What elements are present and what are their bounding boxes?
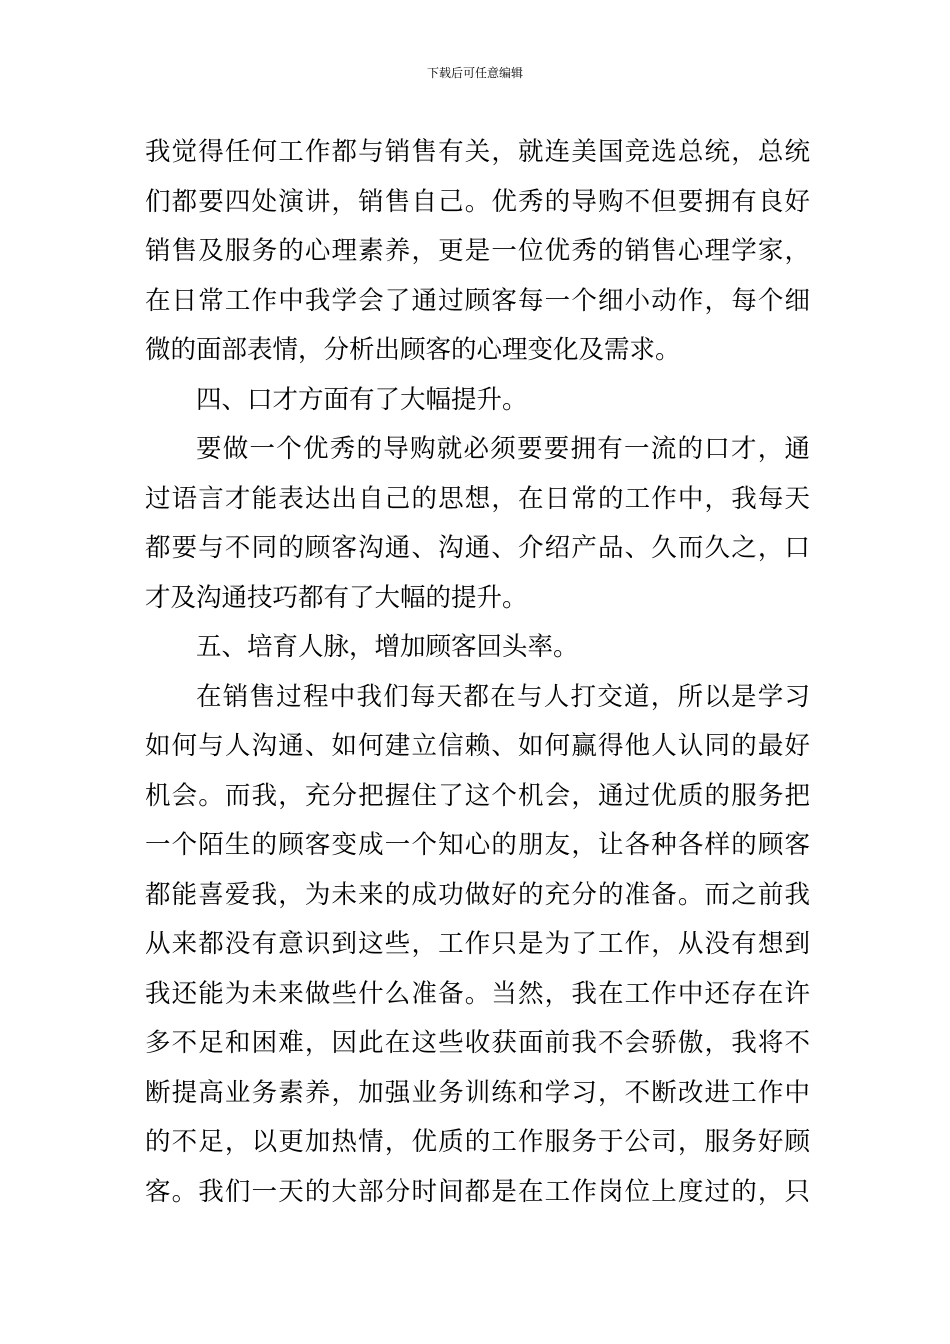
text-line: 在日常工作中我学会了通过顾客每一个细小动作，每个细 (145, 285, 810, 316)
text-line: 过语言才能表达出自己的思想，在日常的工作中，我每天 (145, 483, 810, 514)
text-line: 如何与人沟通、如何建立信赖、如何赢得他人认同的最好 (145, 731, 810, 761)
text-line: 客。我们一天的大部分时间都是在工作岗位上度过的，只 (145, 1176, 810, 1207)
text-line: 都要与不同的顾客沟通、沟通、介绍产品、久而久之，口 (145, 533, 810, 563)
text-line: 的不足，以更加热情，优质的工作服务于公司，服务好顾 (145, 1127, 810, 1157)
text-line: 才及沟通技巧都有了大幅的提升。 (145, 582, 528, 613)
text-line: 都能喜爱我，为未来的成功做好的充分的准备。而之前我 (145, 879, 810, 910)
text-line: 销售及服务的心理素养，更是一位优秀的销售心理学家， (145, 236, 810, 266)
text-line: 在销售过程中我们每天都在与人打交道，所以是学习 (196, 681, 810, 712)
text-line: 们都要四处演讲，销售自己。优秀的导购不但要拥有良好 (145, 186, 810, 217)
text-line: 微的面部表情，分析出顾客的心理变化及需求。 (145, 335, 681, 365)
text-line: 我还能为未来做些什么准备。当然，我在工作中还存在许 (145, 978, 810, 1009)
page-header: 下载后可任意编辑 (426, 66, 523, 80)
document-body (145, 128, 810, 1217)
text-line: 机会。而我，充分把握住了这个机会，通过优质的服务把 (145, 780, 810, 811)
text-line: 我觉得任何工作都与销售有关，就连美国竞选总统，总统 (145, 137, 810, 167)
text-line: 从来都没有意识到这些，工作只是为了工作，从没有想到 (145, 929, 810, 959)
text-line: 要做一个优秀的导购就必须要要拥有一流的口才，通 (196, 434, 810, 464)
section-heading: 四、口才方面有了大幅提升。 (196, 384, 528, 415)
text-line: 多不足和困难，因此在这些收获面前我不会骄傲，我将不 (145, 1028, 810, 1058)
text-line: 一个陌生的顾客变成一个知心的朋友，让各种各样的顾客 (145, 830, 810, 860)
section-heading: 五、培育人脉，增加顾客回头率。 (196, 632, 579, 662)
text-line: 断提高业务素养，加强业务训练和学习，不断改进工作中 (145, 1077, 810, 1108)
